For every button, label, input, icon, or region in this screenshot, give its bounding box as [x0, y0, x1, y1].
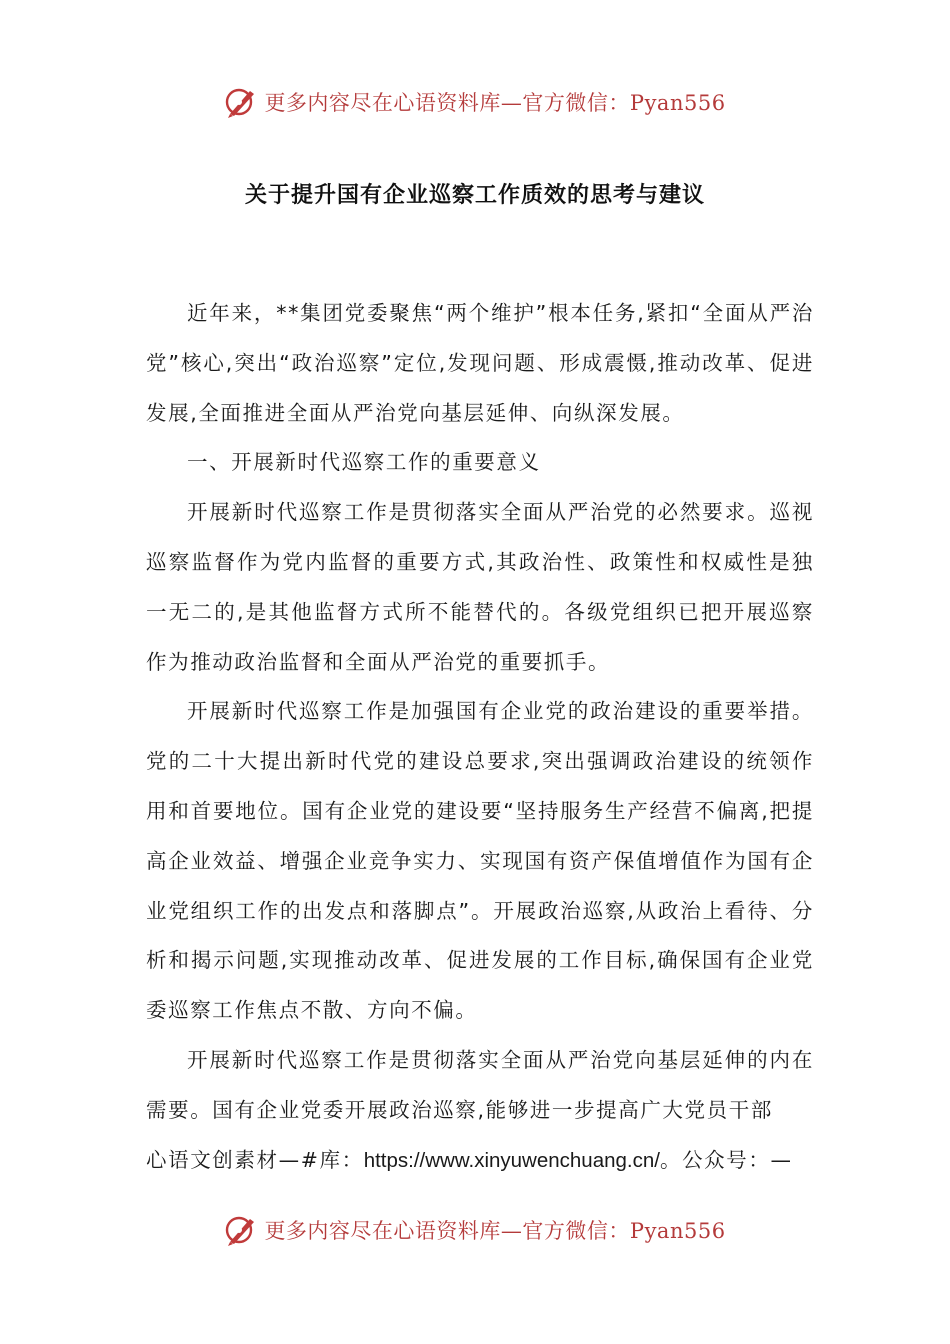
paragraph: 开展新时代巡察工作是贯彻落实全面从严治党向基层延伸的内在需要。国有企业党委开展政治巡察,能够进一步提高广大党员干部 — [146, 1047, 814, 1122]
source-line — [146, 1136, 814, 1186]
pen-logo-icon — [224, 1213, 258, 1247]
banner-text: 更多内容尽在心语资料库—官方微信：Pyan556 — [264, 1219, 726, 1243]
paragraph: 开展新时代巡察工作是加强国有企业党的政治建设的重要举措。党的二十大提出新时代党的建设总要求,突出强调政治建设的统领作用和首要地位。国有企业党的建设要“坚持服务生产经营不偏离,把提高企业效益、增强企业竞争实力、实现国有资产保值增值作为国有企业党组织工作的出发点和落脚点”。开展政治巡察,从政治上看待、分析和揭示问题,实现推动改革、促进发展的工作目标,确保国有企业党委巡察工作焦点不散、方向不偏。 — [146, 699, 814, 1023]
paragraph: 开展新时代巡察工作是贯彻落实全面从严治党的必然要求。巡视巡察监督作为党内监督的重要方式,其政治性、政策性和权威性是独一无二的,是其他监督方式所不能替代的。各级党组织已把开展巡察作为推动政治监督和全面从严治党的重要抓手。 — [146, 500, 814, 674]
source-suffix: 。公众号：— — [659, 1147, 793, 1172]
source-url-link[interactable]: https://www.xinyuwenchuang.cn/ — [363, 1148, 660, 1172]
document-title: 关于提升国有企业巡察工作质效的思考与建议 — [244, 183, 705, 208]
section-heading: 一、开展新时代巡察工作的重要意义 — [187, 450, 541, 475]
header-banner — [0, 82, 950, 122]
paragraph-intro: 近年来，**集团党委聚焦“两个维护”根本任务,紧扣“全面从严治党”核心,突出“政治巡察”定位,发现问题、形成震慑,推动改革、促进发展,全面推进全面从严治党向基层延伸、向纵深发展。 — [146, 301, 814, 425]
pen-logo-icon — [224, 85, 258, 119]
document-body — [146, 289, 814, 1185]
source-prefix: 心语文创素材—#库： — [146, 1147, 364, 1172]
banner-text: 更多内容尽在心语资料库—官方微信：Pyan556 — [264, 91, 726, 115]
footer-banner — [0, 1210, 950, 1250]
